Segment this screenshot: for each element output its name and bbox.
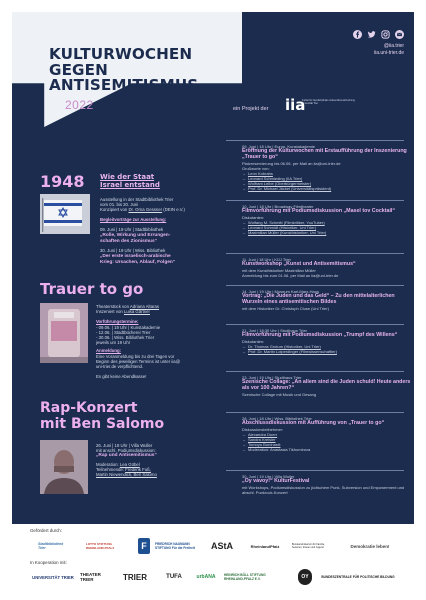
section-title-rap (40, 400, 164, 432)
rap-title-line-1: Rap-Konzert (40, 400, 138, 416)
facebook-icon[interactable] (353, 30, 362, 39)
event-head: 11. Juni | 18 Uhr | KÜJ Trier (242, 257, 291, 262)
event-head: 23. Juni | 19 Uhr | Studihaus Trier (242, 375, 302, 380)
event-title: Filmvorführung mit Podiumsdiskussion „Trumpf des Willens“ (242, 332, 398, 338)
event-4 (242, 289, 412, 311)
event-8 (242, 474, 412, 495)
trauer-director: Inszeniert von Luisa Gärtner (96, 309, 150, 314)
instagram-icon[interactable] (381, 30, 390, 39)
event-desc: mit dem Historiker Dr. Christoph Cluse (Uni Trier) (242, 305, 329, 311)
event-head: 28. Juni | 18 Uhr | Wiss. Bibliothek Trier (242, 416, 312, 421)
poster-title (49, 47, 249, 94)
rap-participants-1: Teilnehmende: Frederik Fuß, (96, 467, 151, 472)
logo-demokratie-leben: Demokratie leben! (350, 543, 390, 549)
event-head: 10. Juni | 18 Uhr | Broadway Filmtheater (242, 204, 314, 209)
event-title: Szenische Collage: „An allem sind die Juden schuld! Heute anders als vor 100 Jahren?“ (242, 379, 411, 391)
event-title: „Oy vavoy!“ KulturFestival (242, 478, 310, 484)
logo-boell: HEINRICH BÖLL STIFTUNG RHEINLAND-PFALZ E.V. (224, 573, 266, 581)
logo-oy: OY (298, 569, 312, 585)
logo-f: F (138, 538, 150, 554)
event-desc: mit dem Kunsthistoriker Maximilian Müller (242, 267, 316, 273)
talk2-title-1: „Der erste israelisch-arabische (100, 254, 171, 259)
rap-title-line-2: mit Ben Salomo (40, 416, 165, 432)
trauer-date-1: - 09.06. | 19 Uhr | Kunstakademie (96, 325, 161, 330)
event-item: – Moderation: Anastasia Tikhomirova (242, 447, 412, 452)
social-icons (353, 30, 404, 39)
event-item: – Dr. Thomas Grotum (Historiker, Uni Trier) (242, 344, 412, 349)
rap-moderation: Moderation: Lea Göbel (96, 462, 140, 467)
funded-label: Gefördert durch: (30, 528, 62, 533)
info-line-1: Ausstellung in der Stadtbibliothek Trier (100, 197, 174, 202)
event-desc: Diskutanten: (242, 338, 265, 344)
event-desc: Platzreservierung bis 06.06. per Mail an iia@uni-trier.de (242, 160, 341, 166)
event-item: – Wolfang M. Schmitt (Filmkritiker, YouTuber) (242, 220, 412, 225)
logo-tufa: TUFA (166, 574, 182, 580)
events-top-divider (226, 140, 404, 141)
event-desc: Diskussionsteilnehmer: (242, 426, 284, 432)
logo-stadtbibliothek: Stadtbibliothek Trier (38, 542, 64, 550)
event-item: – Sandra Kreisler (242, 437, 412, 442)
event-head: 14. Juni | 19 Uhr | Museum Karl-Marx-Haus (242, 289, 319, 294)
twitter-icon[interactable] (367, 30, 376, 39)
event-divider (226, 253, 404, 254)
rap-head-1: 26. Juni | 18 Uhr | Villa Wuller (96, 443, 153, 448)
event-head: 09. Juni | 18 Uhr | Europ. Kunstakademie (242, 144, 316, 149)
trauer-reg-4: Es gibt keine Abendkasse! (96, 374, 147, 379)
event-1 (242, 144, 412, 191)
event-item: – Prof. Dr. Michael Jäckel (Universitätspräsident) (242, 186, 412, 191)
title-line-2: GEGEN ANTISEMITISMUS (49, 60, 199, 94)
event-5 (242, 328, 412, 354)
talk2-head: 30. Juni | 19 Uhr | Wiss. Bibliothek (100, 248, 166, 253)
section-subtitle-1948 (100, 173, 160, 189)
trauer-photo (40, 303, 88, 363)
rap-talk-title: „Rap und Antisemitismus“ (96, 453, 157, 458)
logo-bmfsfj: Bundesministerium für Familie, Senioren, Frauen und Jugend (292, 543, 325, 549)
rap-head-2: mit anschl. Podiumsdiskussion: (96, 448, 156, 453)
event-divider (226, 470, 404, 471)
event-head: 21. Juni | 18:30 Uhr | Studihaus Trier (242, 328, 308, 333)
event-divider (226, 371, 404, 372)
section-title-trauer: Trauer to go (40, 280, 144, 298)
rap-participants-2: Martin Niewendick, Ben Salomo (96, 472, 157, 477)
event-divider (226, 200, 404, 201)
event-title: Filmvorführung mit Podiumsdiskussion „Masel tov Cocktail“ (242, 208, 396, 214)
event-2 (242, 204, 412, 235)
event-item: – Tomoyo Burchardt (242, 442, 412, 447)
event-item: – Leonard Schmieding (IIA Trier) (242, 176, 412, 181)
social-handle[interactable]: @iia.trier (383, 43, 404, 49)
event-desc: mit Workshops, Podiumsdiskussion zu jüdischem Punk, Subversion und Empowerment und abschl. Punkrock-Konzert (242, 484, 405, 495)
logo-bpb: BUNDESZENTRALE FÜR POLITISCHE BILDUNG (321, 575, 395, 579)
event-item: – Wolfram Leibe (Oberbürgermeister) (242, 181, 412, 186)
event-divider (226, 324, 404, 325)
subtitle-line-1: Wie der Staat (100, 173, 155, 181)
logo-theater-trier: THEATER TRIER (80, 572, 101, 582)
trauer-author: Theaterstück von Adriana Altaras (96, 304, 160, 309)
year-label: 2022 (65, 98, 94, 112)
event-7 (242, 416, 412, 452)
trauer-reg-3[interactable]: uni-trier.de verpflichtend. (96, 364, 144, 369)
event-list-label: Anmeldung bis zum 01.06. per Mail an iia@uni-trier.de (242, 272, 339, 278)
logo-uni-trier: UNIVERSITÄT TRIER (32, 574, 74, 580)
info-line-2: vom 01. bis 20. Juni (100, 202, 139, 207)
trauer-date-2: - 12.06. | Stadtbücherei Trier (96, 330, 151, 335)
talk1-title-2: schaften des Zionismus“ (100, 239, 158, 244)
info-line-3: Konzipiert von Dr. Orna Gessner (DEIN e.V.) (100, 207, 185, 212)
event-title: Vortrag: „Die Juden und das Geld“ – Zu den mittelalterlichen Wurzeln eines antisemitischen Bildes (242, 293, 395, 305)
event-6 (242, 375, 412, 397)
logo-lotto: LOTTO STIFTUNG RHEINLAND-PFALZ (86, 542, 115, 550)
logo-naumann: FRIEDRICH NAUMANN STIFTUNG Für die Freiheit (155, 542, 195, 550)
event-item: – Prof. Dr. Martin Loiperdinger (Filmwissenschaftler) (242, 349, 412, 354)
trauer-reg-1: Eine Voranmeldung bis zu drei Tagen vor (96, 354, 175, 359)
subtitle-line-2: Israel entstand (100, 181, 160, 189)
ben-salomo-photo (40, 440, 88, 494)
trauer-dates-heading: Vorführungstermine: (96, 319, 139, 324)
trauer-date-3: - 30.06. | Wiss. Bibliothek Trier (96, 335, 155, 340)
trauer-reg-heading: Anmeldung: (96, 348, 122, 353)
project-label: ein Projekt der (233, 106, 269, 112)
event-list-label: Grußworte von: (242, 165, 270, 171)
event-item: – Alexandra Duerr (242, 432, 412, 437)
event-3 (242, 257, 412, 278)
website-link[interactable]: iia.uni-trier.de (373, 50, 404, 56)
event-head: 30. Juni | 19 Uhr | Villa Wuller (242, 474, 295, 479)
event-item: – Maximilian Müller (Kunsthistoriker, Uni Trier) (242, 230, 412, 235)
talks-heading: Begleitvorträge zur Ausstellung: (100, 217, 167, 222)
coop-label: In Kooperation mit: (30, 560, 67, 565)
section-title-1948: 1948 (40, 172, 85, 191)
israel-flag-photo (40, 194, 90, 234)
logo-rlp: RheinlandPfalz (250, 543, 280, 549)
event-title: Abschlussdiskussion mit Aufführung von „Trauer to go“ (242, 420, 385, 426)
trauer-reg-2: Beginn des jeweiligen Termins ist unter iia@ (96, 359, 181, 364)
event-title: Eröffnung der Kulturwochen mit Erstaufführung der Inszenierung „Trauer to go“ (242, 148, 407, 160)
trauer-date-4: jeweils um 19 Uhr (96, 340, 131, 345)
event-divider (226, 285, 404, 286)
logo-asta: AStA (211, 541, 233, 551)
poster-panel (12, 12, 414, 524)
event-title: Kunstworkshop „Kunst und Antisemitismus“ (242, 261, 356, 267)
event-desc: Szenische Collage mit Musik und Gesang (242, 391, 317, 397)
logo-trier: TRIER (123, 572, 147, 582)
event-item: – Leonard Schmidt (Historiker, Uni Trier) (242, 225, 412, 230)
event-item: – Leon Kobrahs (242, 171, 412, 176)
event-desc: Diskutanten: (242, 214, 265, 220)
mail-icon[interactable] (395, 30, 404, 39)
talk2-title-2: Krieg: Ursachen, Ablauf, Folgen“ (100, 260, 176, 265)
talk1-title-1: „Rolle, Wirkung und Errungen- (100, 233, 171, 238)
iia-logo: iia (285, 96, 306, 114)
event-divider (226, 412, 404, 413)
talk1-head: 09. Juni | 19 Uhr | Stadtbibliothek (100, 227, 164, 232)
iia-full-name: Institut für interdisziplinäre Antisemitismusforschung Universität Trier (302, 100, 355, 105)
title-line-1: KULTURWOCHEN (49, 45, 193, 63)
logo-urbana: urbANA (196, 574, 216, 580)
